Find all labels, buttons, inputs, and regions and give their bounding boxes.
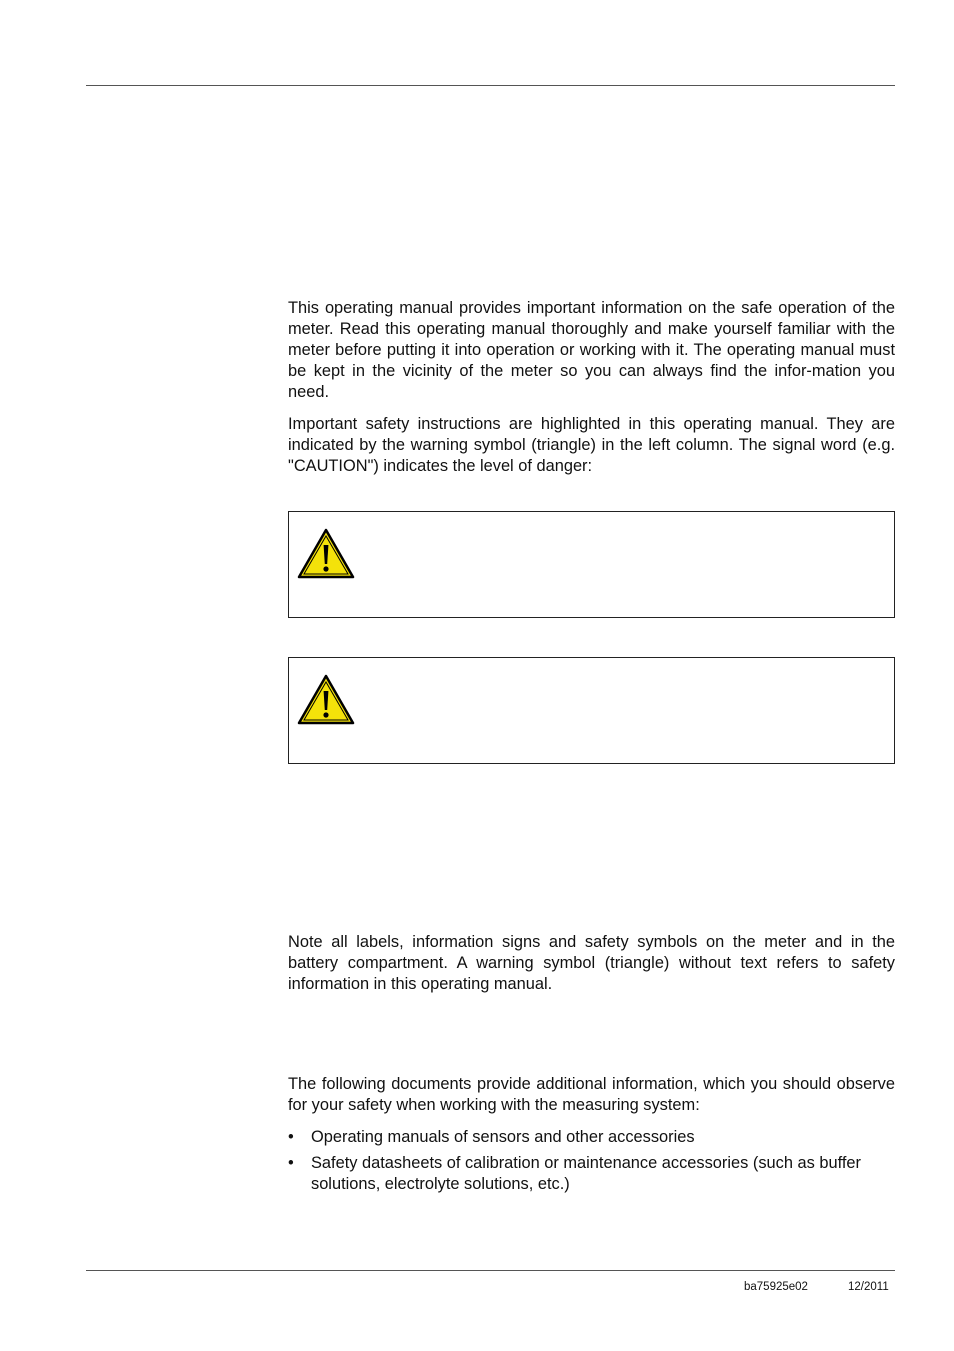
bullet-icon: •	[288, 1128, 294, 1146]
documents-list	[288, 1127, 895, 1200]
list-item-text: Safety datasheets of calibration or maintenance accessories (such as buffer solutions, electrolyte solutions, etc.)	[311, 1154, 861, 1193]
warning-box-2	[288, 657, 895, 764]
warning-triangle-icon	[297, 674, 355, 725]
list-item	[288, 1127, 895, 1148]
header-rule	[86, 85, 895, 86]
intro-paragraph-1: This operating manual provides important information on the safe operation of the meter. Read this operating manual thoroughly and make yourself familiar with the meter before putting it into operation or working with it. The operating manual must be kept in the vicinity of the meter so you can always find the infor-mation you need.	[288, 299, 895, 401]
warning-triangle-icon	[297, 528, 355, 579]
document-code: ba75925e02	[744, 1281, 808, 1293]
bullet-icon: •	[288, 1154, 294, 1172]
labels-paragraph: Note all labels, information signs and safety symbols on the meter and in the battery compartment. A warning symbol (triangle) without text refers to safety information in this operating manual.	[288, 933, 895, 993]
footer-rule	[86, 1270, 895, 1271]
list-item-text: Operating manuals of sensors and other accessories	[311, 1128, 695, 1146]
warning-box-1	[288, 511, 895, 618]
documents-paragraph: The following documents provide additional information, which you should observe for your safety when working with the measuring system:	[288, 1075, 895, 1114]
intro-paragraph-2: Important safety instructions are highlighted in this operating manual. They are indicated by the warning symbol (triangle) in the left column. The signal word (e.g. "CAUTION") indicates the level of danger:	[288, 415, 895, 475]
document-date: 12/2011	[848, 1281, 889, 1293]
list-item	[288, 1153, 895, 1195]
